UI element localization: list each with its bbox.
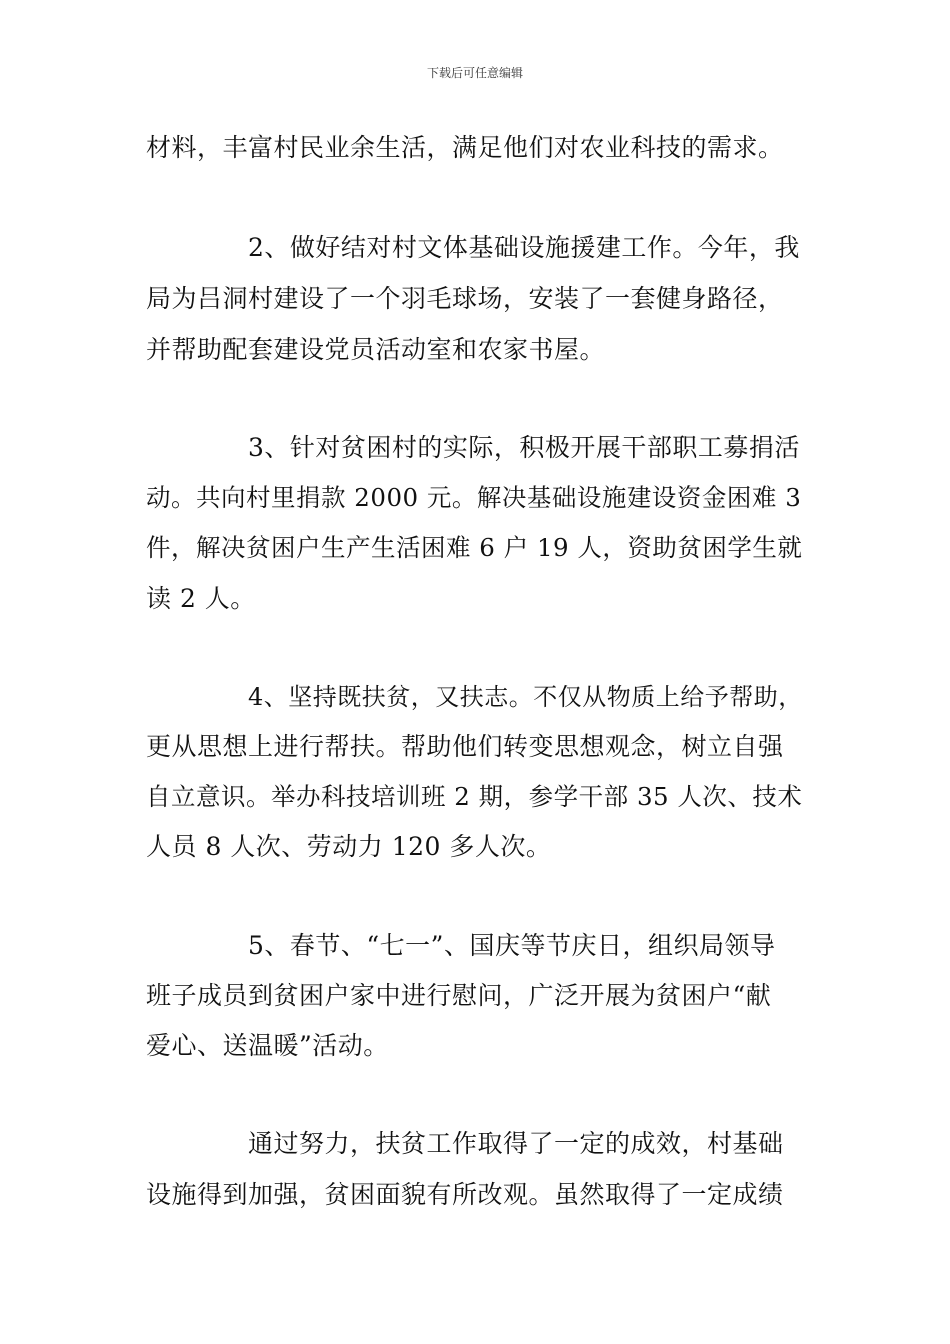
paragraph-line: 读 2 人。 [146,584,256,613]
paragraph-line: 并帮助配套建设党员活动室和农家书屋。 [146,335,606,364]
page-header: 下载后可任意编辑 [426,66,523,80]
paragraph-line: 通过努力，扶贫工作取得了一定的成效，村基础 [248,1129,784,1158]
paragraph-line: 动。共向村里捐款 2000 元。解决基础设施建设资金困难 3 [146,483,802,512]
paragraph-line: 爱心、送温暖”活动。 [146,1031,389,1060]
paragraph-line: 设施得到加强，贫困面貌有所改观。虽然取得了一定成绩 [146,1180,784,1209]
paragraph-line: 班子成员到贫困户家中进行慰问，广泛开展为贫困户“献 [146,981,772,1010]
paragraph-line: 自立意识。举办科技培训班 2 期，参学干部 35 人次、技术 [146,782,803,811]
paragraph-line: 4、坚持既扶贫，又扶志。不仅从物质上给予帮助， [248,683,803,711]
paragraph-line: 件，解决贫困户生产生活困难 6 户 19 人，资助贫困学生就 [146,533,803,562]
paragraph-line: 材料，丰富村民业余生活，满足他们对农业科技的需求。 [146,133,784,162]
paragraph-line: 2、做好结对村文体基础设施援建工作。今年，我 [248,233,800,262]
paragraph-line: 人员 8 人次、劳动力 120 多人次。 [146,832,552,861]
paragraph-line: 5、春节、“七一”、国庆等节庆日，组织局领导 [248,931,776,960]
paragraph-line: 3、针对贫困村的实际，积极开展干部职工募捐活 [248,433,800,462]
paragraph-line: 更从思想上进行帮扶。帮助他们转变思想观念，树立自强 [146,732,784,761]
paragraph-line: 局为吕洞村建设了一个羽毛球场，安装了一套健身路径， [146,284,784,313]
